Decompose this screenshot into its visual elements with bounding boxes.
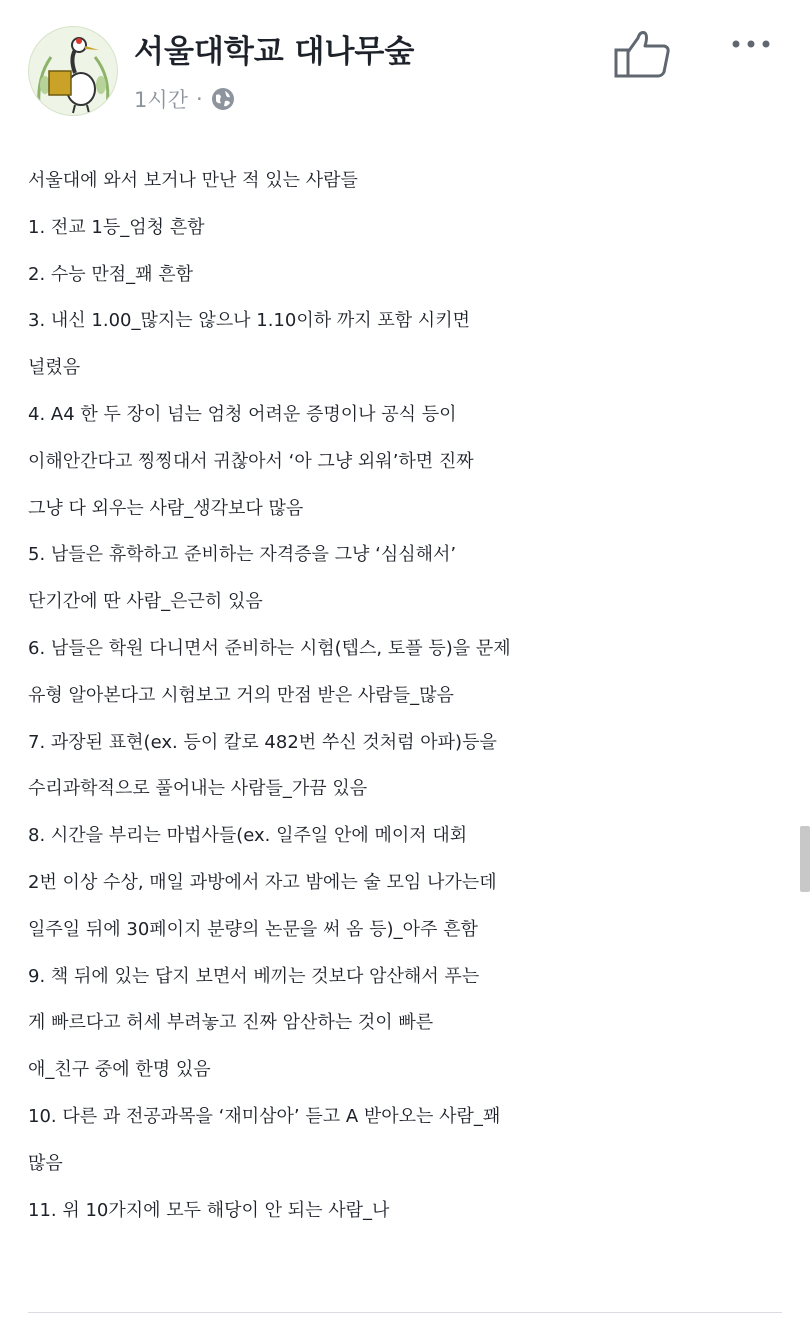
post-line: 10. 다른 과 전공과목을 ‘재미삼아’ 듣고 A 받아오는 사람_꽤 (28, 1105, 501, 1127)
post-line: 널렸음 (28, 357, 81, 379)
post-line: 일주일 뒤에 30페이지 분량의 논문을 써 옴 등)_아주 흔함 (28, 918, 478, 940)
post-line: 6. 남들은 학원 다니면서 준비하는 시험(텝스, 토플 등)을 문제 (28, 637, 511, 659)
post-timestamp[interactable]: 1시간 (134, 88, 188, 112)
post-line: 단기간에 딴 사람_은근히 있음 (28, 591, 263, 613)
post-header (0, 0, 810, 140)
page-avatar[interactable] (28, 26, 118, 116)
post-line: 그냥 다 외우는 사람_생각보다 많음 (28, 497, 304, 519)
thumbs-up-icon (612, 28, 672, 80)
post-line: 애_친구 중에 한명 있음 (28, 1059, 211, 1081)
post-line: 5. 남들은 휴학하고 준비하는 자격증을 그냥 ‘심심해서’ (28, 544, 457, 566)
post-line: 유형 알아본다고 시험보고 거의 만점 받은 사람들_많음 (28, 684, 454, 706)
post-line: 서울대에 와서 보거나 만난 적 있는 사람들 (28, 170, 358, 191)
post-line: 1. 전교 1등_엄청 흔함 (28, 216, 205, 238)
globe-icon (211, 87, 235, 111)
post-meta (134, 84, 235, 114)
post-line: 3. 내신 1.00_많지는 않으나 1.10이하 까지 포함 시키면 (28, 310, 470, 332)
meta-separator: · (195, 87, 203, 111)
post-line: 9. 책 뒤에 있는 답지 보면서 베끼는 것보다 암산해서 푸는 (28, 965, 480, 987)
post-line: 2번 이상 수상, 매일 과방에서 자고 밤에는 술 모임 나가는데 (28, 871, 497, 893)
page-name[interactable]: 서울대학교 대나무숲 (134, 34, 415, 70)
post-line: 8. 시간을 부리는 마법사들(ex. 일주일 안에 메이저 대회 (28, 825, 468, 847)
more-dots-icon (730, 36, 772, 52)
post-line: 4. A4 한 두 장이 넘는 엄청 어려운 증명이나 공식 등이 (28, 403, 457, 425)
crane-logo-icon (29, 27, 117, 115)
post-line: 7. 과장된 표현(ex. 등이 칼로 482번 쑤신 것처럼 아파)등을 (28, 731, 497, 753)
more-options-button[interactable] (730, 36, 772, 52)
post-line: 수리과학적으로 풀어내는 사람들_가끔 있음 (28, 778, 368, 800)
like-button[interactable] (612, 28, 672, 80)
post-line: 게 빠르다고 허세 부려놓고 진짜 암산하는 것이 빠른 (28, 1012, 434, 1034)
post-line: 11. 위 10가지에 모두 해당이 안 되는 사람_나 (28, 1199, 390, 1221)
post-line: 이해안간다고 찡찡대서 귀찮아서 ‘아 그냥 외워’하면 진짜 (28, 450, 474, 472)
post-text (28, 158, 788, 1234)
post-line: 2. 수능 만점_꽤 흔함 (28, 263, 194, 285)
post-divider (28, 1312, 782, 1313)
post-line: 많음 (28, 1152, 63, 1174)
scrollbar-thumb[interactable] (800, 826, 810, 892)
